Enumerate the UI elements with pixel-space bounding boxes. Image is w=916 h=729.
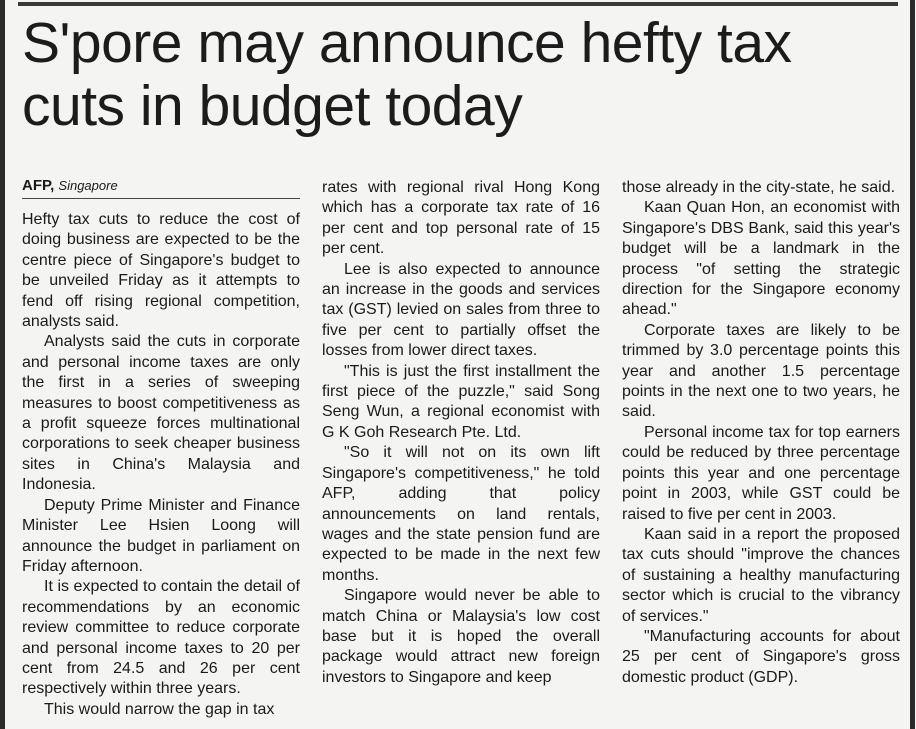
- paragraph: It is expected to contain the detail of recommendations by an economic review committee to reduce corporate and personal income taxes to 20 per cent from 24.5 and 26 per cent respectively within three years.: [22, 578, 300, 698]
- paragraph: This would narrow the gap in tax: [44, 700, 275, 718]
- paragraph: Analysts said the cuts in corporate and personal income taxes are only the first in a series of sweeping measures to boost competitiveness as a profit squeeze forces multinational corporations to seek cheaper business sites in China's Malaysia and Indonesia.: [22, 333, 300, 494]
- paragraph: Lee is also expected to announce an increase in the goods and services tax (GST) levied on sales from three to five per cent to partially offset the losses from lower direct taxes.: [322, 260, 600, 360]
- paragraph: Kaan Quan Hon, an economist with Singapore's DBS Bank, said this year's budget will be a landmark in the process "of setting the strategic direction for the Singapore economy ahead.": [622, 199, 900, 319]
- byline: [22, 176, 300, 199]
- headline: S'pore may announce hefty tax cuts in budget today: [22, 11, 792, 138]
- article-column-3: [622, 178, 900, 688]
- paragraph: Hefty tax cuts to reduce the cost of doing business are expected to be the centre piece of Singapore's budget to be unveiled Friday as it attempts to fend off rising regional competition, analysts said.: [22, 211, 300, 331]
- right-border: [910, 0, 915, 729]
- paragraph: Deputy Prime Minister and Finance Minister Lee Hsien Loong will announce the budget in parliament on Friday afternoon.: [22, 496, 300, 575]
- paragraph: Singapore would never be able to match China or Malaysia's low cost base but it is hoped the overall package would attract new foreign investors to Singapore and keep: [322, 587, 600, 686]
- paragraph: Corporate taxes are likely to be trimmed by 3.0 percentage points this year and another 1.5 percentage points in the next one to two years, he said.: [622, 321, 900, 421]
- article-column-1: [22, 210, 300, 720]
- paragraph: rates with regional rival Hong Kong which has a corporate tax rate of 16 per cent and top personal rate of 15 per cent.: [322, 179, 600, 258]
- top-rule: [18, 2, 898, 6]
- paragraph: "Manufacturing accounts for about 25 per cent of Singapore's gross domestic product (GDP).: [622, 627, 900, 686]
- byline-agency: AFP,: [22, 177, 55, 194]
- article-column-2: [322, 178, 600, 688]
- paragraph: Personal income tax for top earners could be reduced by three percentage points this year and one percentage point in 2003, while GST could be raised to five per cent in 2003.: [622, 423, 900, 523]
- paragraph: "This is just the first installment the first piece of the puzzle," said Song Seng Wun, a regional economist with G K Goh Research Pte. Ltd.: [322, 362, 600, 441]
- paragraph: "So it will not on its own lift Singapore's competitiveness," he told AFP, adding that policy announcements on land rentals, wages and the state pension fund are expected to be made in the next few months.: [322, 444, 600, 584]
- left-border: [0, 0, 5, 729]
- paragraph: Kaan said in a report the proposed tax cuts should "improve the chances of sustaining a healthy manufacturing sector which is crucial to the vibrancy of services.": [622, 525, 900, 625]
- paragraph: those already in the city-state, he said.: [622, 179, 896, 196]
- byline-place: Singapore: [58, 178, 118, 193]
